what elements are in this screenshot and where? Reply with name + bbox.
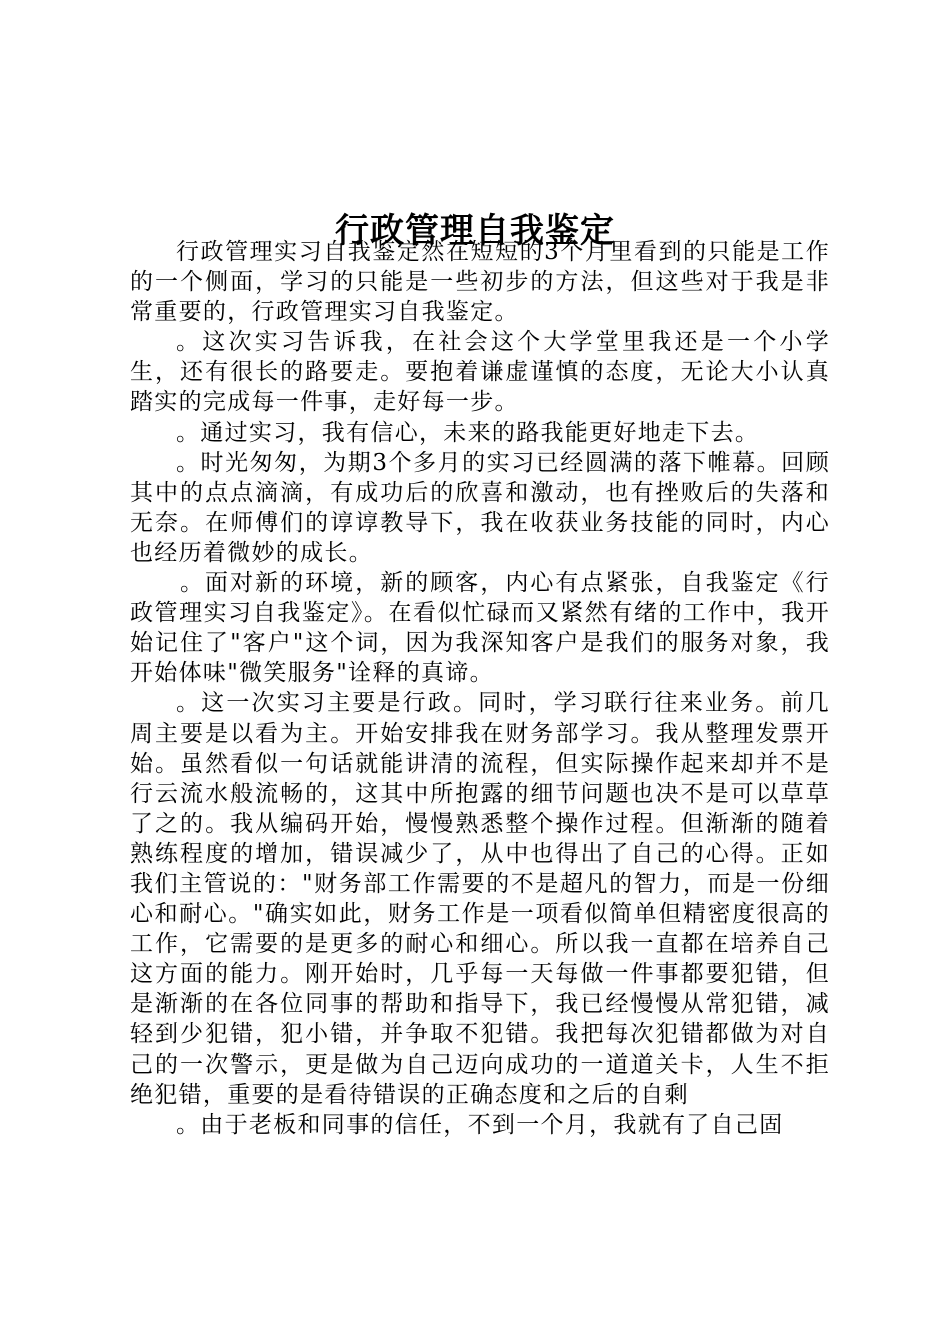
- paragraph-4: 。时光匆匆，为期3个多月的实习已经圆满的落下帷幕。回顾其中的点点滴滴，有成功后的欣喜和激动，也有挫败后的失落和无奈。在师傅们的谆谆教导下，我在收获业务技能的同时，内心也经历着微妙的成长。: [130, 449, 830, 566]
- paragraph-5: 。面对新的环境，新的顾客，内心有点紧张，自我鉴定《行政管理实习自我鉴定》。在看似忙碌而又紧然有绪的工作中，我开始记住了"客户"这个词，因为我深知客户是我们的服务对象，我开始体味"微笑服务"诠释的真谛。: [130, 570, 830, 687]
- paragraph-6: 。这一次实习主要是行政。同时，学习联行往来业务。前几周主要是以看为主。开始安排我在财务部学习。我从整理发票开始。虽然看似一句话就能讲清的流程，但实际操作起来却并不是行云流水般流畅的，这其中所抱露的细节问题也决不是可以草草了之的。我从编码开始，慢慢熟悉整个操作过程。但渐渐的随着熟练程度的增加，错误减少了，从中也得出了自己的心得。正如我们主管说的："财务部工作需要的不是超凡的智力，而是一份细心和耐心。"确实如此，财务工作是一项看似简单但精密度很高的工作，它需要的是更多的耐心和细心。所以我一直都在培养自己这方面的能力。刚开始时，几乎每一天每做一件事都要犯错，但是渐渐的在各位同事的帮助和指导下，我已经慢慢从常犯错，减轻到少犯错，犯小错，并争取不犯错。我把每次犯错都做为对自己的一次警示，更是做为自己迈向成功的一道道关卡，人生不拒绝犯错，重要的是看待错误的正确态度和之后的自剩: [130, 690, 830, 1108]
- paragraph-3: 。通过实习，我有信心，未来的路我能更好地走下去。: [176, 419, 760, 446]
- document-body: [130, 237, 830, 1140]
- paragraph-1: 行政管理实习自我鉴定然在短短的3个月里看到的只能是工作的一个侧面，学习的只能是一些初步的方法，但这些对于我是非常重要的，行政管理实习自我鉴定。: [130, 239, 830, 326]
- document-title: 行政管理自我鉴定: [335, 210, 615, 251]
- paragraph-7: 。由于老板和同事的信任，不到一个月，我就有了自己固: [176, 1111, 784, 1138]
- paragraph-2: 。这次实习告诉我，在社会这个大学堂里我还是一个小学生，还有很长的路要走。要抱着谦虚谨慎的态度，无论大小认真踏实的完成每一件事，走好每一步。: [130, 329, 830, 416]
